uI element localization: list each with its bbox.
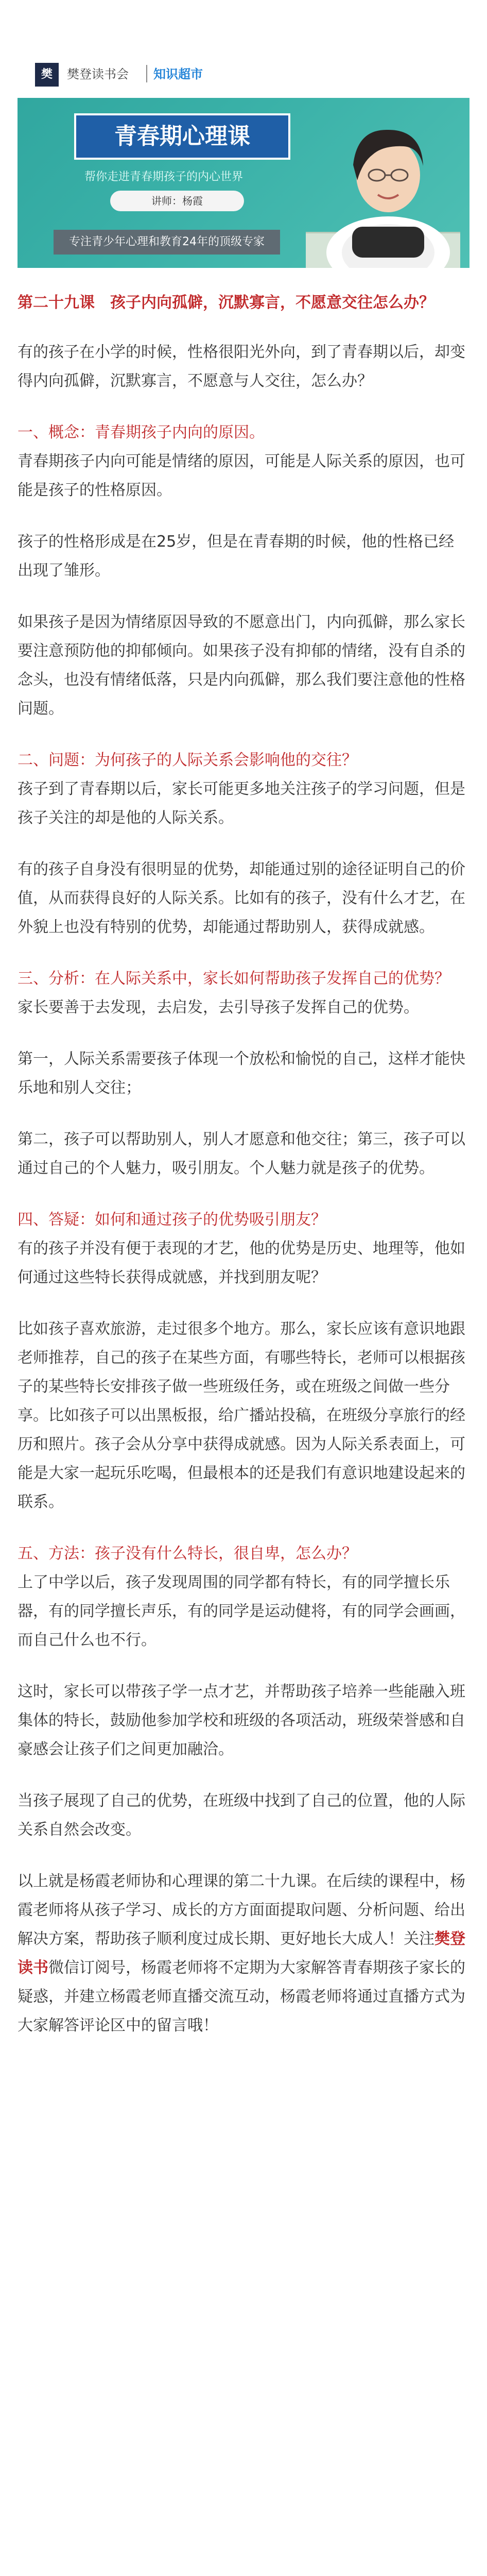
teacher-label: 讲师：杨霞 bbox=[110, 191, 244, 211]
section-3-paragraph: 第一，人际关系需要孩子体现一个放松和愉悦的自己，这样才能快乐地和别人交往； bbox=[18, 1050, 465, 1097]
intro-paragraph: 有的孩子在小学的时候，性格很阳光外向，到了青春期以后，却变得内向孤僻，沉默寡言，不愿意与人交往，怎么办？ bbox=[18, 343, 465, 390]
section-5-paragraph: 这时，家长可以带孩子学一点才艺，并帮助孩子培养一些能融入班集体的特长，鼓励他参加学校和班级的各项活动，班级荣誉感和自豪感会让孩子们之间更加融洽。 bbox=[18, 1683, 465, 1758]
course-banner bbox=[18, 52, 469, 268]
section-4-title: 四、答疑：如何和通过孩子的优势吸引朋友？ bbox=[18, 1211, 326, 1229]
article-title: 第二十九课 孩子内向孤僻，沉默寡言，不愿意交往怎么办？ bbox=[18, 294, 434, 312]
section-3-paragraph: 第二，孩子可以帮助别人，别人才愿意和他交往；第三，孩子可以通过自己的个人魅力，吸引朋友。个人魅力就是孩子的优势。 bbox=[18, 1130, 465, 1177]
section-3-paragraph: 家长要善于去发现，去启发，去引导孩子发挥自己的优势。 bbox=[18, 998, 419, 1016]
section-4-paragraph: 有的孩子并没有便于表现的才艺，他的优势是历史、地理等，他如何通过这些特长获得成就感，并找到朋友呢？ bbox=[18, 1240, 465, 1286]
section-2-title: 二、问题：为何孩子的人际关系会影响他的交往？ bbox=[18, 751, 357, 769]
logo-text: 樊登读书会 bbox=[67, 67, 129, 81]
section-4-paragraph: 比如孩子喜欢旅游，走过很多个地方。那么，家长应该有意识地跟老师推荐，自己的孩子在某些方面，有哪些特长，老师可以根据孩子的某些特长安排孩子做一些班级任务，或在班级之间做一些分享。比如孩子可以出黑板报，给广播站投稿，在班级分享旅行的经历和照片。孩子会从分享中获得成就感。因为人际关系表面上，可能是大家一起玩乐吃喝，但最根本的还是我们有意识地建设起来的联系。 bbox=[18, 1320, 465, 1511]
banner-topbar bbox=[18, 52, 469, 98]
section-5-paragraph: 上了中学以后，孩子发现周围的同学都有特长，有的同学擅长乐器，有的同学擅长声乐，有的同学是运动健将，有的同学会画画，而自己什么也不行。 bbox=[18, 1573, 465, 1649]
section-5-paragraph: 当孩子展现了自己的优势，在班级中找到了自己的位置，他的人际关系自然会改变。 bbox=[18, 1792, 465, 1839]
section-3-title: 三、分析：在人际关系中，家长如何帮助孩子发挥自己的优势？ bbox=[18, 970, 450, 988]
course-subtitle: 帮你走进青春期孩子的内心世界 bbox=[84, 171, 243, 183]
outro-text: 微信订阅号，杨霞老师将不定期为大家解答青春期孩子家长的疑惑，并建立杨霞老师直播交流互动，杨霞老师将通过直播方式为大家解答评论区中的留言哦！ bbox=[18, 1959, 465, 2035]
brand-link[interactable]: 樊登读书 bbox=[18, 1930, 465, 1977]
section-1-paragraph: 如果孩子是因为情绪原因导致的不愿意出门，内向孤僻，那么家长要注意预防他的抑郁倾向。如果孩子没有抑郁的情绪，没有自杀的念头，也没有情绪低落，只是内向孤僻，那么我们要注意他的性格问题。 bbox=[18, 613, 465, 718]
outro-text: 以上就是杨霞老师协和心理课的第二十九课。在后续的课程中，杨霞老师将从孩子学习、成长的方方面面提取问题、分析问题、给出解决方案，帮助孩子顺利度过成长期、更好地长大成人！关注 bbox=[18, 1872, 465, 1948]
section-5-title: 五、方法：孩子没有什么特长，很自卑，怎么办？ bbox=[18, 1545, 357, 1563]
outro-paragraph bbox=[18, 1867, 469, 2040]
section-1-paragraph: 青春期孩子内向可能是情绪的原因，可能是人际关系的原因，也可能是孩子的性格原因。 bbox=[18, 452, 465, 499]
course-title: 青春期心理课 bbox=[74, 113, 290, 160]
teacher-photo-icon bbox=[321, 98, 455, 268]
section-1-title: 一、概念：青春期孩子内向的原因。 bbox=[18, 423, 265, 442]
logo-text-secondary: 知识超市 bbox=[153, 67, 203, 81]
expert-strip: 专注青少年心理和教育24年的顶级专家 bbox=[54, 230, 280, 255]
section-2-paragraph: 有的孩子自身没有很明显的优势，却能通过别的途径证明自己的价值，从而获得良好的人际关系。比如有的孩子，没有什么才艺，在外貌上也没有特别的优势，却能通过帮助别人，获得成就感。 bbox=[18, 860, 465, 936]
logo-mark: 樊 bbox=[35, 63, 59, 87]
section-1-paragraph: 孩子的性格形成是在25岁，但是在青春期的时候，他的性格已经出现了雏形。 bbox=[18, 533, 455, 580]
article bbox=[18, 289, 469, 2063]
logo-divider bbox=[146, 65, 147, 82]
section-2-paragraph: 孩子到了青春期以后，家长可能更多地关注孩子的学习问题，但是孩子关注的却是他的人际关系。 bbox=[18, 780, 465, 827]
